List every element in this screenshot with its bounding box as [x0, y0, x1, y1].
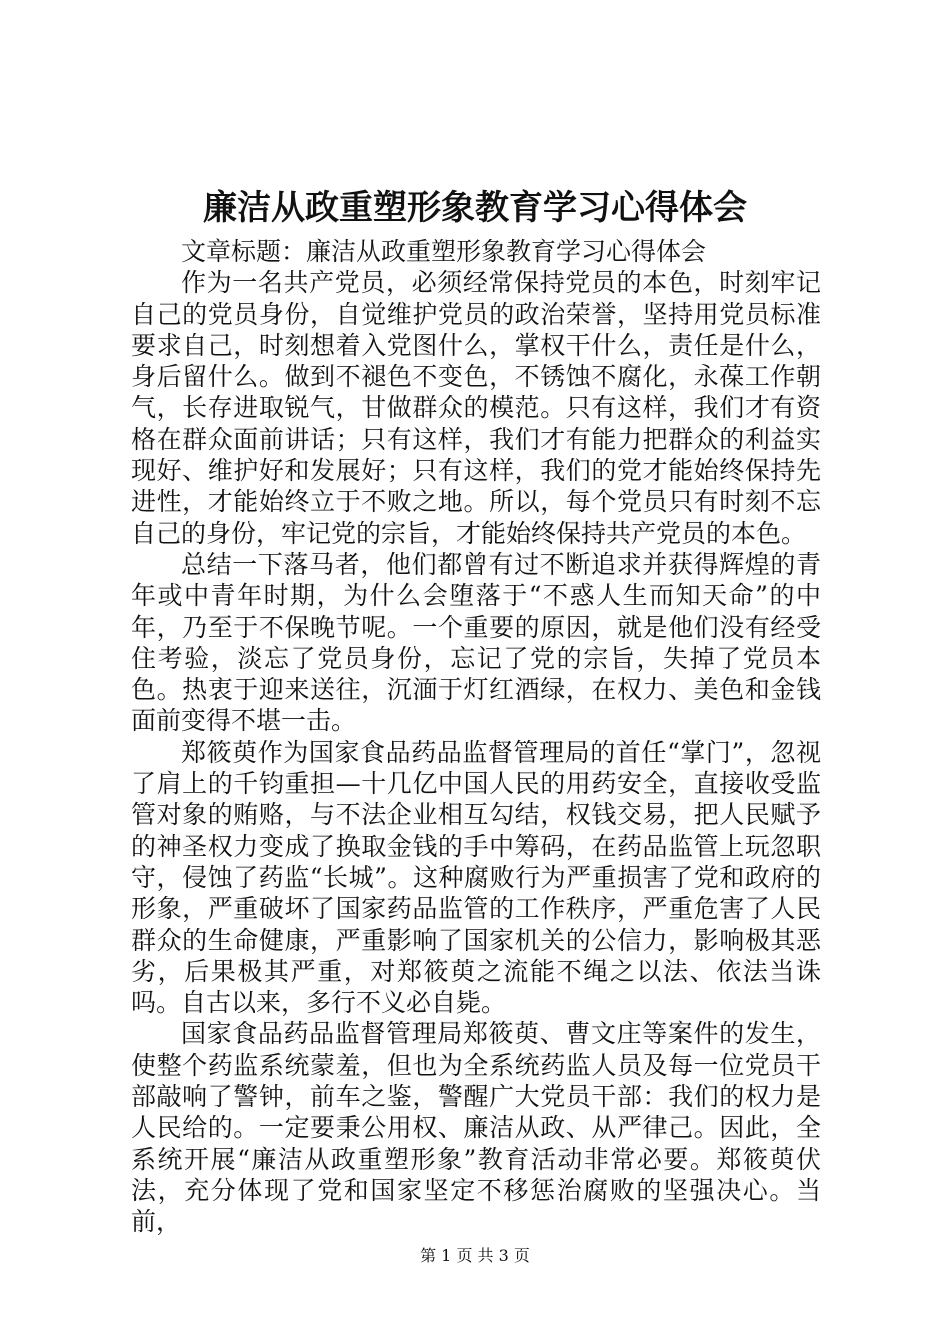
document-title: 廉洁从政重塑形象教育学习心得体会 — [203, 188, 747, 228]
paragraph: 郑筱萸作为国家食品药品监督管理局的首任“掌门”，忽视了肩上的千钧重担—十几亿中国人民的用药安全，直接收受监管对象的贿赂，与不法企业相互勾结，权钱交易，把人民赋予的神圣权力变成了换取金钱的手中筹码，在药品监管上玩忽职守，侵蚀了药监“长城”。这种腐败行为严重损害了党和政府的形象，严重破坏了国家药品监管的工作秩序，严重危害了人民群众的生命健康，严重影响了国家机关的公信力，影响极其恶劣，后果极其严重，对郑筱萸之流能不绳之以法、依法当诛吗。自古以来，多行不义必自毙。 — [131, 737, 821, 1018]
document-body — [131, 236, 821, 1238]
paragraph: 国家食品药品监督管理局郑筱萸、曹文庄等案件的发生，使整个药监系统蒙羞，但也为全系统药监人员及每一位党员干部敲响了警钟，前车之鉴，警醒广大党员干部：我们的权力是人民给的。一定要秉公用权、廉洁从政、从严律己。因此，全系统开展“廉洁从政重塑形象”教育活动非常必要。郑筱萸伏法，充分体现了党和国家坚定不移惩治腐败的坚强决心。当前， — [131, 1019, 821, 1237]
paragraph: 总结一下落马者，他们都曾有过不断追求并获得辉煌的青年或中青年时期，为什么会堕落于“不惑人生而知天命”的中年，乃至于不保晚节呢。一个重要的原因，就是他们没有经受住考验，淡忘了党员身份，忘记了党的宗旨，失掉了党员本色。热衷于迎来送往，沉湎于灯红酒绿，在权力、美色和金钱面前变得不堪一击。 — [131, 549, 821, 736]
article-title-line: 文章标题：廉洁从政重塑形象教育学习心得体会 — [181, 237, 707, 266]
paragraph: 作为一名共产党员，必须经常保持党员的本色，时刻牢记自己的党员身份，自觉维护党员的政治荣誉，坚持用党员标准要求自己，时刻想着入党图什么，掌权干什么，责任是什么，身后留什么。做到不褪色不变色，不锈蚀不腐化，永葆工作朝气，长存进取锐气，甘做群众的模范。只有这样，我们才有资格在群众面前讲话；只有这样，我们才有能力把群众的利益实现好、维护好和发展好；只有这样，我们的党才能始终保持先进性，才能始终立于不败之地。所以，每个党员只有时刻不忘自己的身份，牢记党的宗旨，才能始终保持共产党员的本色。 — [131, 268, 821, 548]
page-number-footer: 第 1 页 共 3 页 — [420, 1246, 530, 1265]
